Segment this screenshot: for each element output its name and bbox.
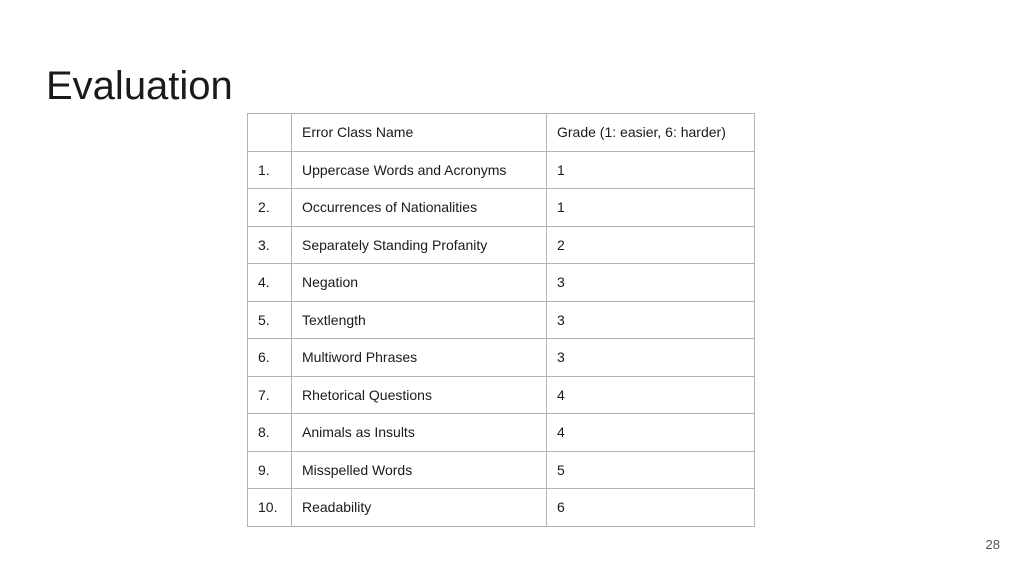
table-row (248, 264, 755, 302)
row-grade: 1 (547, 151, 755, 189)
row-grade: 4 (547, 414, 755, 452)
row-grade: 6 (547, 489, 755, 527)
row-number: 8. (248, 414, 292, 452)
table-header-row (248, 114, 755, 152)
row-number: 2. (248, 189, 292, 227)
table-row (248, 489, 755, 527)
table-row (248, 376, 755, 414)
row-error-class: Rhetorical Questions (292, 376, 547, 414)
table-row (248, 151, 755, 189)
row-number: 5. (248, 301, 292, 339)
row-grade: 3 (547, 339, 755, 377)
row-error-class: Animals as Insults (292, 414, 547, 452)
row-error-class: Negation (292, 264, 547, 302)
slide-title: Evaluation (46, 64, 233, 108)
table-row (248, 414, 755, 452)
row-number: 6. (248, 339, 292, 377)
row-error-class: Separately Standing Profanity (292, 226, 547, 264)
row-grade: 3 (547, 301, 755, 339)
row-error-class: Occurrences of Nationalities (292, 189, 547, 227)
row-grade: 2 (547, 226, 755, 264)
row-number: 4. (248, 264, 292, 302)
row-number: 7. (248, 376, 292, 414)
row-error-class: Textlength (292, 301, 547, 339)
row-error-class: Misspelled Words (292, 451, 547, 489)
table-row (248, 189, 755, 227)
table-row (248, 226, 755, 264)
row-grade: 4 (547, 376, 755, 414)
row-number: 10. (248, 489, 292, 527)
table-row (248, 451, 755, 489)
row-number: 1. (248, 151, 292, 189)
row-grade: 3 (547, 264, 755, 302)
row-error-class: Uppercase Words and Acronyms (292, 151, 547, 189)
header-grade: Grade (1: easier, 6: harder) (547, 114, 755, 152)
row-number: 3. (248, 226, 292, 264)
row-error-class: Readability (292, 489, 547, 527)
row-number: 9. (248, 451, 292, 489)
table-row (248, 301, 755, 339)
row-grade: 1 (547, 189, 755, 227)
header-number (248, 114, 292, 152)
table-row (248, 339, 755, 377)
error-class-table (247, 113, 755, 527)
row-error-class: Multiword Phrases (292, 339, 547, 377)
header-error-class-name: Error Class Name (292, 114, 547, 152)
row-grade: 5 (547, 451, 755, 489)
page-number: 28 (985, 537, 1000, 552)
